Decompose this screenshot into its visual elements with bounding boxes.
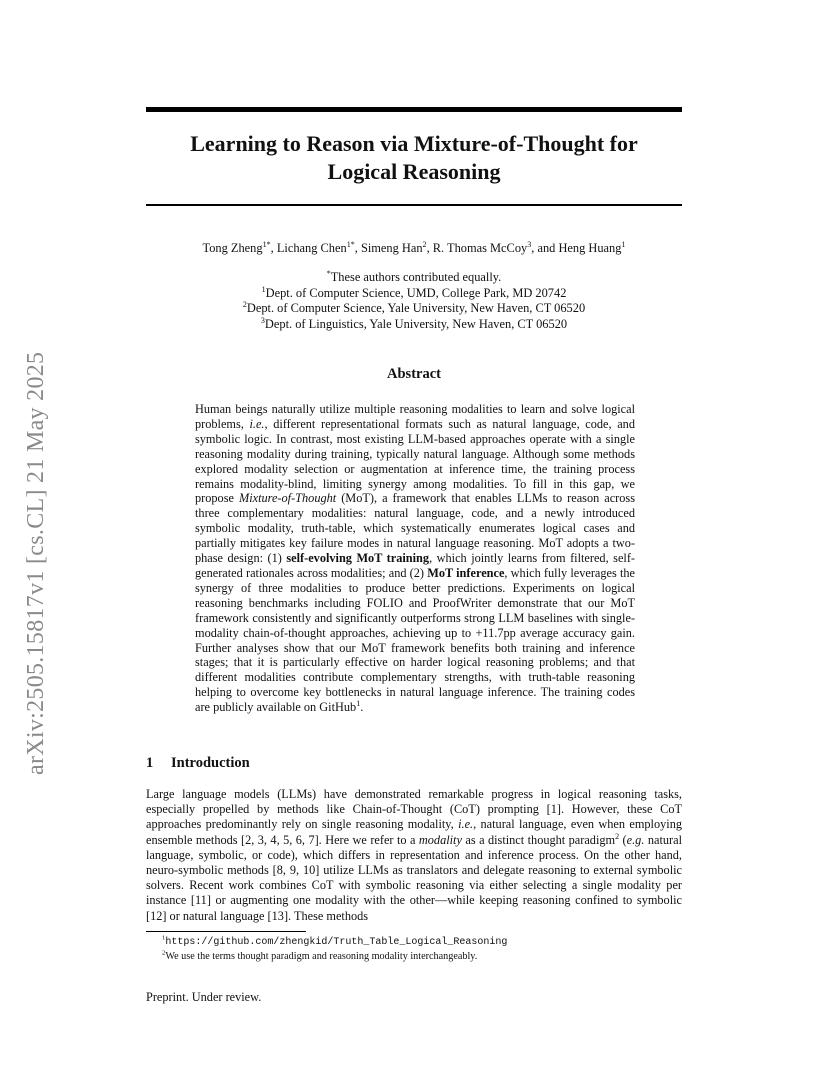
author-list: Tong Zheng$^{1*}$, Lichang Chen$^{1*}$, Simeng Han$^2$, R. Thomas McCoy$^3$, and Heng Huang$^1$ [202, 239, 626, 255]
author: Tong Zheng [202, 241, 263, 255]
title-bottom-rule [146, 204, 682, 206]
footnote: $^2$We use the terms thought paradigm and reasoning modality interchangeably. [162, 949, 478, 962]
footnote-reference[interactable]: 1 [356, 699, 361, 709]
footnotes [162, 935, 507, 964]
footnote: $^1$https://github.com/zhengkid/Truth_Table_Logical_Reasoning [162, 934, 508, 948]
author-affiliation-mark: 1* [346, 239, 355, 249]
section-heading-introduction: 1 Introduction [146, 755, 250, 771]
title-line-1: Learning to Reason via Mixture-of-Thought for [190, 131, 638, 156]
title-line-2: Logical Reasoning [327, 159, 501, 184]
author: Heng Huang [558, 241, 622, 255]
footnote-reference[interactable]: 2 [615, 831, 620, 841]
author: R. Thomas McCoy [432, 241, 528, 255]
affiliations [146, 270, 682, 332]
preprint-note: Preprint. Under review. [146, 990, 262, 1004]
footnote-rule [146, 931, 306, 932]
arxiv-identifier-stamp: arXiv:2505.15817v1 [cs.CL] 21 May 2025 [23, 351, 49, 775]
github-link[interactable]: https://github.com/zhengkid/Truth_Table_Logical_Reasoning [165, 937, 508, 948]
author-affiliation-mark: 1* [262, 239, 271, 249]
introduction-paragraph: Large language models (LLMs) have demonstrated remarkable progress in logical reasoning tasks, especially propelled by methods like Chain-of-Thought (CoT) prompting [1]. However, these CoT approaches predominantly rely on single reasoning modality, i.e., natural language, even when employing ensemble methods [2, 3, 4, 5, 6, 7]. Here we refer to a modality as a distinct thought paradigm$^2$ (e.g. natural language, symbolic, or code), which differs in representation and inference process. On the other hand, neuro-symbolic methods [8, 9, 10] utilize LLMs as translators and delegate reasoning to external symbolic solvers. Recent work combines CoT with symbolic reasoning via either selecting a single modality per instance [11] or augmenting one modality with the other—while keeping reasoning confined to symbolic [12] or natural language [13]. These methods [146, 787, 682, 923]
affiliation-line: $^1$Dept. of Computer Science, UMD, College Park, MD 20742 [261, 284, 567, 300]
title-top-rule [146, 107, 682, 112]
paper-title [146, 130, 682, 186]
affiliation-line: $^2$Dept. of Computer Science, Yale University, New Haven, CT 06520 [242, 299, 586, 315]
author-affiliation-mark: 2 [422, 239, 427, 249]
author: Lichang Chen [276, 241, 347, 255]
affiliation-line: *These authors contributed equally. [326, 268, 502, 284]
author-affiliation-mark: 1 [621, 239, 626, 249]
affiliation-line: $^3$Dept. of Linguistics, Yale University, New Haven, CT 06520 [260, 315, 568, 331]
abstract-heading: Abstract [387, 366, 441, 382]
abstract-body: Human beings naturally utilize multiple reasoning modalities to learn and solve logical problems, i.e., different representational formats such as natural language, code, and symbolic logic. In contrast, most existing LLM-based approaches operate with a single reasoning modality during training, typically natural language. Although some methods explored modality selection or augmentation at inference time, the training process remains modality-blind, limiting synergy among modalities. To fill in this gap, we propose Mixture-of-Thought (MoT), a framework that enables LLMs to reason across three complementary modalities: natural language, code, and a newly introduced symbolic modality, truth-table, which systematically enumerates logical cases and partially mitigates key failure modes in natural language reasoning. MoT adopts a two-phase design: (1) self-evolving MoT training, which jointly learns from filtered, self-generated rationales across modalities; and (2) MoT inference, which fully leverages the synergy of three modalities to produce better predictions. Experiments on logical reasoning benchmarks including FOLIO and ProofWriter demonstrate that our MoT framework consistently and significantly outperforms strong LLM baselines with single-modality chain-of-thought approaches, achieving up to +11.7pp average accuracy gain. Further analyses show that our MoT framework benefits both training and inference stages; that it is particularly effective on harder logical reasoning problems; and that different modalities contribute complementary strengths, with truth-table reasoning helping to overcome key bottlenecks in natural language inference. The training codes are publicly available on GitHub$^1$. [195, 402, 636, 715]
author: Simeng Han [360, 241, 423, 255]
author-affiliation-mark: 3 [527, 239, 532, 249]
